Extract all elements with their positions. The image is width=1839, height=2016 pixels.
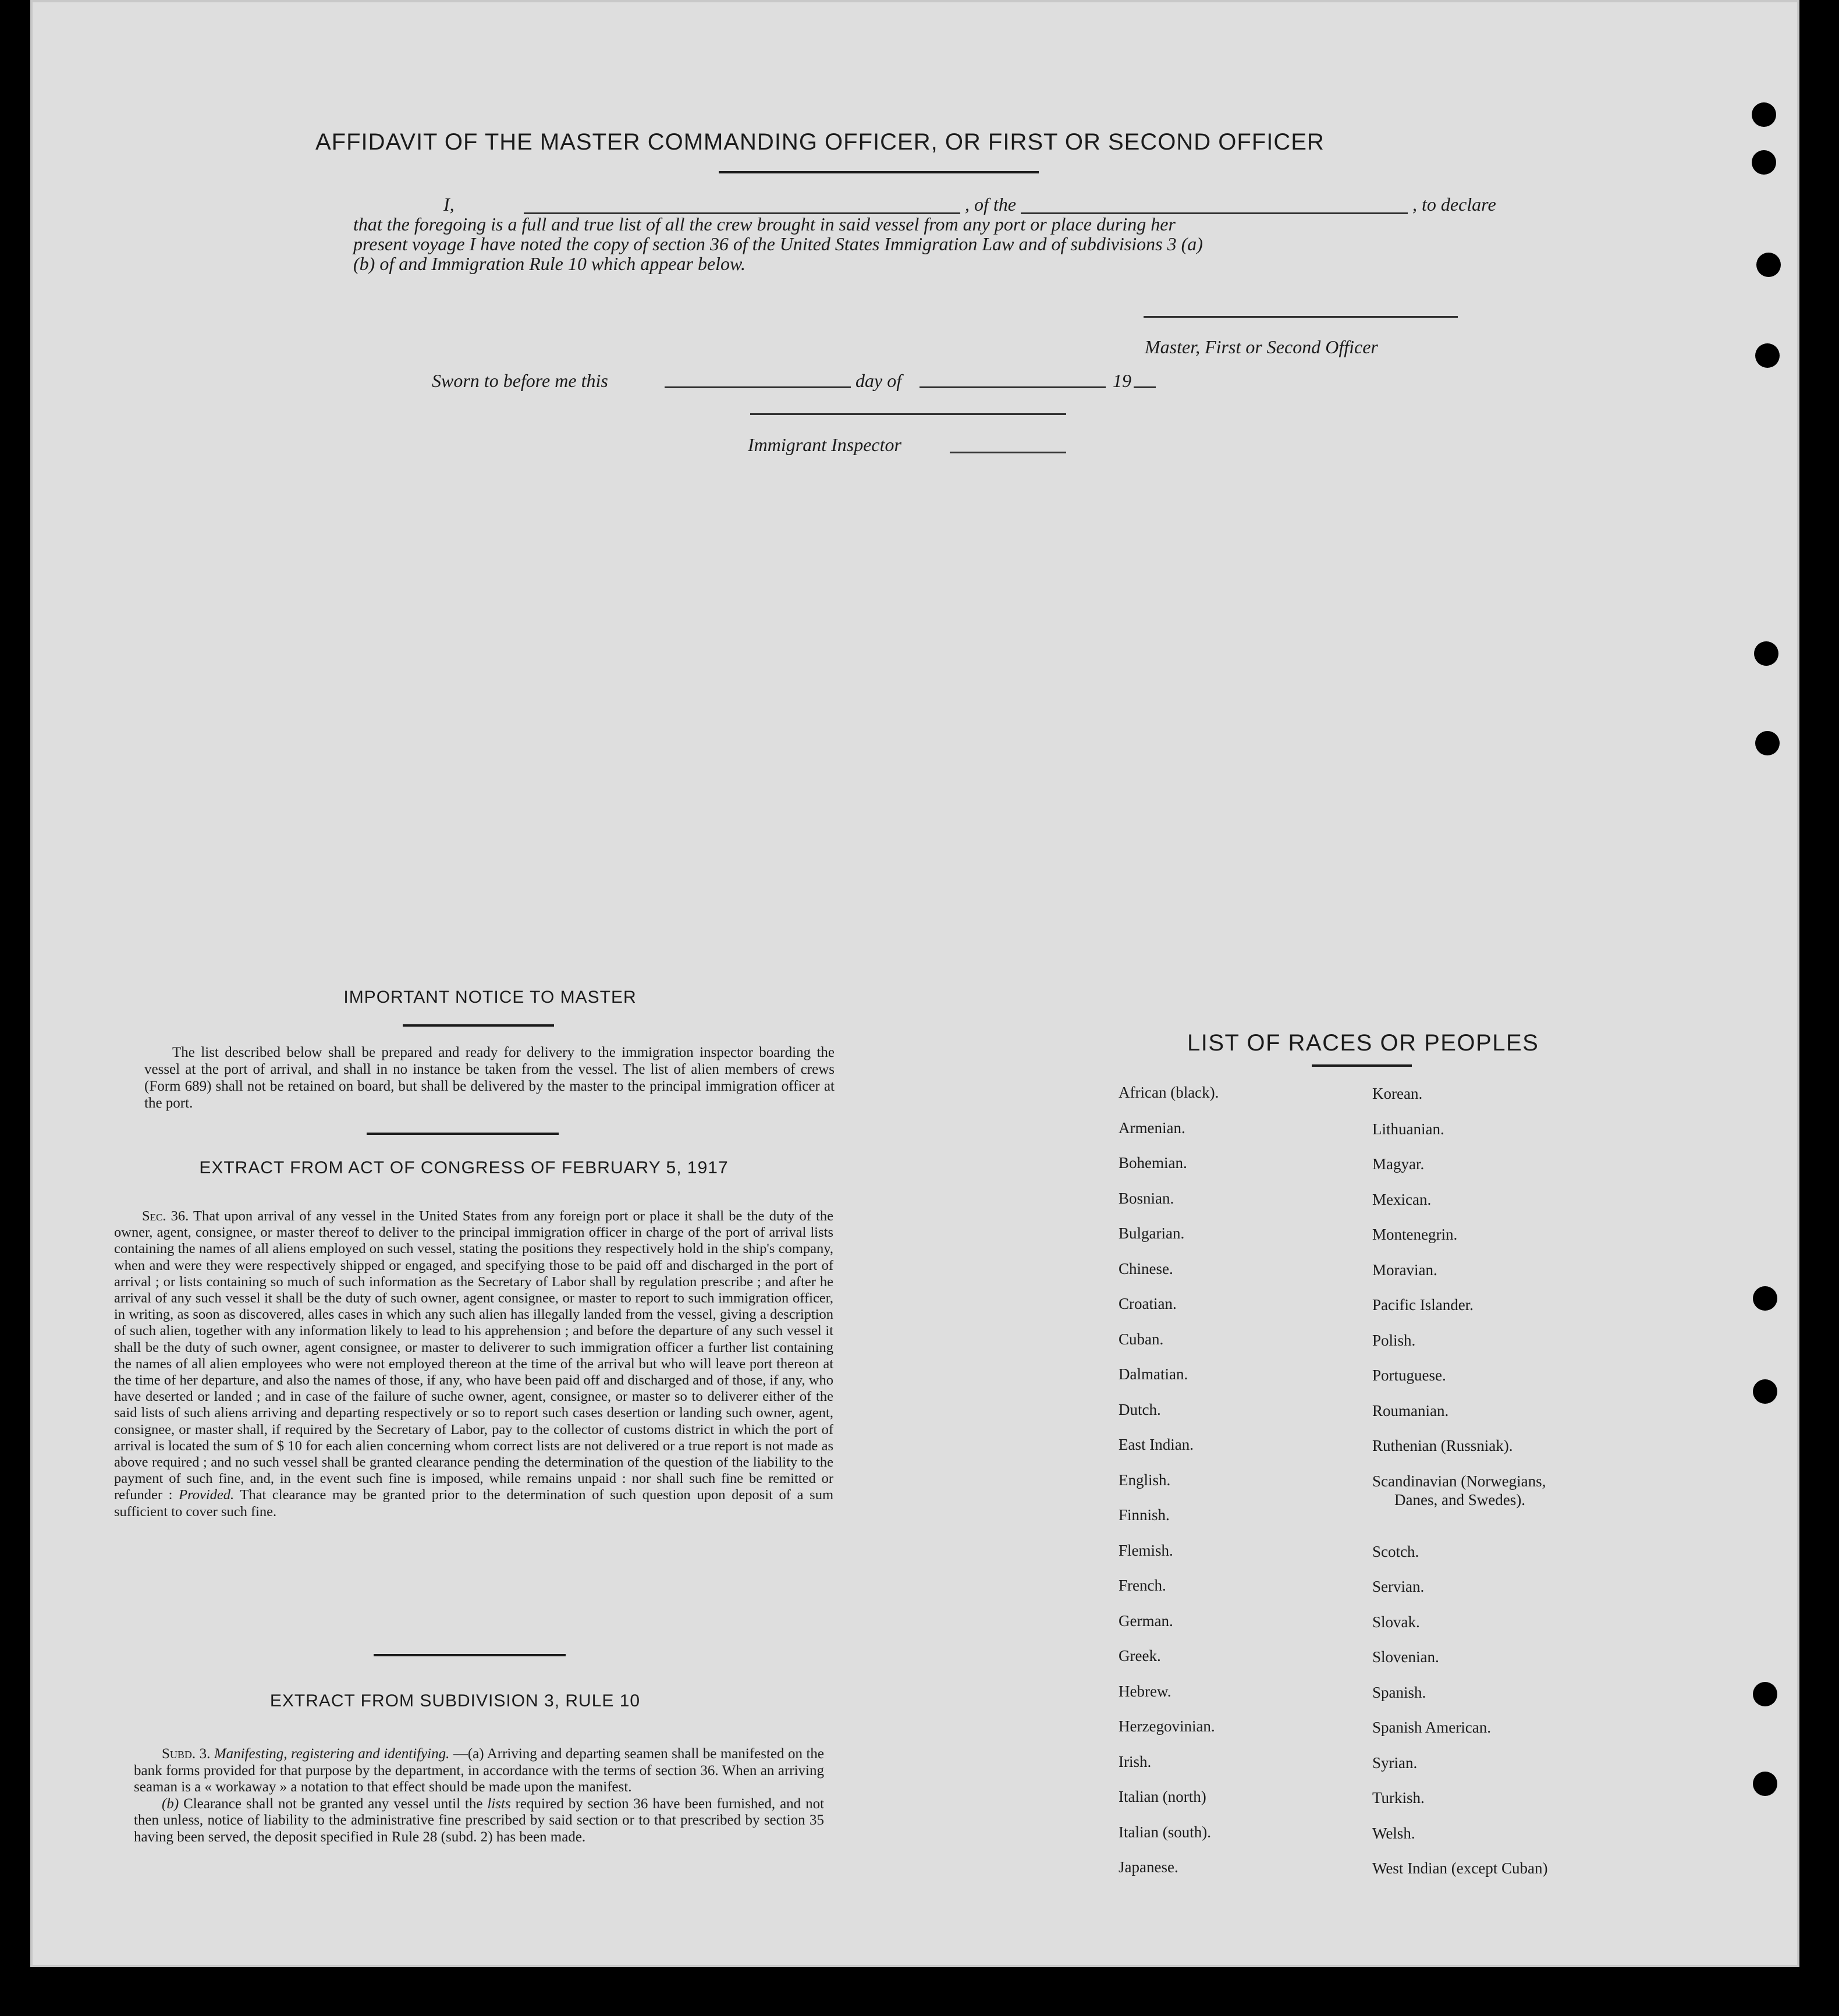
race-item: Spanish. [1372, 1683, 1426, 1701]
race-item: Polish. [1372, 1331, 1416, 1349]
race-item: Scotch. [1372, 1542, 1419, 1560]
race-item: Herzegovinian. [1119, 1717, 1215, 1735]
race-item: Korean. [1372, 1085, 1423, 1102]
year-label: 19 [1113, 370, 1131, 391]
act-proviso: Provided. [179, 1487, 235, 1503]
race-item: Ruthenian (Russniak). [1372, 1437, 1513, 1454]
inspector-trailing-line [950, 452, 1066, 453]
race-item: West Indian (except Cuban) [1372, 1859, 1548, 1877]
race-item: Slovak. [1372, 1613, 1420, 1631]
punch-hole-icon [1752, 102, 1776, 127]
race-item: Dalmatian. [1119, 1365, 1188, 1383]
affidavit-line-1 [353, 194, 1494, 214]
inspector-caption: Immigrant Inspector [748, 434, 901, 455]
sworn-date-blank[interactable] [665, 386, 851, 388]
races-title-underline [1312, 1064, 1412, 1067]
para-b-text-2: required by section 36 have been furnished, and not then unless, notice of liability to the administrative fine prescribed by said section or to that prescribed by section 35 having been served, the deposit specified in Rule 28 (subd. 2) has been made. [134, 1795, 825, 1845]
race-item: Flemish. [1119, 1541, 1173, 1559]
race-item: Bulgarian. [1119, 1224, 1185, 1242]
race-item: French. [1119, 1577, 1166, 1594]
punch-hole-icon [1754, 641, 1778, 666]
act-extract-text [114, 1208, 833, 1520]
notice-title: IMPORTANT NOTICE TO MASTER [343, 988, 637, 1007]
affidavit-to-declare: , to declare [1412, 194, 1496, 215]
race-item: Italian (south). [1119, 1823, 1211, 1841]
race-item: Bohemian. [1119, 1154, 1187, 1172]
race-item: Cuban. [1119, 1330, 1164, 1348]
race-item: Slovenian. [1372, 1648, 1439, 1666]
act-extract-bottom-rule [374, 1654, 566, 1656]
race-item: Spanish American. [1372, 1719, 1491, 1736]
affidavit-title-underline [719, 171, 1039, 173]
para-b-lists: lists [487, 1795, 511, 1812]
subd-label: Subd. 3. [162, 1746, 211, 1762]
race-item: Magyar. [1372, 1155, 1425, 1173]
vessel-name-blank[interactable] [1021, 197, 1408, 214]
race-item: Servian. [1372, 1578, 1425, 1595]
punch-hole-icon [1753, 1772, 1777, 1796]
race-item: Danes, and Swedes). [1394, 1490, 1525, 1509]
affidavit-title: AFFIDAVIT OF THE MASTER COMMANDING OFFICER, OR FIRST OR SECOND OFFICER [315, 129, 1325, 155]
form-page [30, 0, 1799, 1967]
race-item: Montenegrin. [1372, 1226, 1458, 1243]
sworn-label: Sworn to before me this [432, 370, 608, 391]
race-item: Moravian. [1372, 1261, 1437, 1279]
race-item: Armenian. [1119, 1119, 1185, 1137]
subdivision-para-b [134, 1796, 824, 1846]
act-text-main: That upon arrival of any vessel in the United States from any foreign port or place it shall be the duty of the owner, agent, consignee, or master thereof to deliver to the principal immigration officer in charge of the port of arrival lists containing the names of all aliens employed on such vessel, stating the positions they respectively hold in the ship's company, when and were they were respectively shipped or engaged, and specifying those to be paid off and discharged in the port of arrival ; or lists containing so much of such information as the Secretary of Labor shall by regulation prescribe ; and after he arrival of any such vessel it shall be the duty of such owner, agent consignee, or master to report to such immigration officer, in writing, as soon as discovered, alles cases in which any such alien has illegally landed from the vessel, giving a description of such alien, together with any information likely to lead to his apprehension ; and before the departure of any such vessel it shall be the duty of such owner, agent consignee, or master to deliverer to such immigration officer a further list containing the names of all alien employees who were not employed thereon at the time of the arrival but who will leave port thereon at the time of her departure, and also the names of those, if any, who have been paid off and discharged and of those, if any, who have deserted or landed ; and in case of the failure of suche owner, agent, consignee, or master so to deliverer either of the said lists of such aliens arriving and departing respectively or so to report such cases desertion or landing such owner, agent, consignee, or master shall, if required by the Secretary of Labor, pay to the collector of customs district in which the port of arrival is located the sum of $ 10 for each alien concerning whom correct lists are not delivered or a true report is not made as above required ; and no such vessel shall be granted clearance pending the determination of the question of the liability to the payment of such fine, and, in the event such fine is imposed, while remains unpaid : nor shall such fine be remitted or refunder : [114, 1208, 833, 1503]
punch-hole-icon [1755, 343, 1780, 368]
punch-hole-icon [1753, 1286, 1777, 1311]
act-text-end: That clearance may be granted prior to the determination of such question upon deposit of a sum sufficient to cover such fine. [114, 1487, 833, 1520]
affidavit-of-the: , of the [965, 194, 1016, 215]
race-item: Lithuanian. [1372, 1120, 1444, 1138]
punch-hole-icon [1756, 253, 1781, 277]
race-item: Syrian. [1372, 1754, 1418, 1772]
sworn-year-blank[interactable] [1134, 386, 1156, 388]
race-item: Hebrew. [1119, 1682, 1171, 1700]
race-item: Turkish. [1372, 1789, 1425, 1806]
race-item: Croatian. [1119, 1295, 1177, 1312]
affidavit-line-4: (b) of and Immigration Rule 10 which appear below. [353, 253, 745, 274]
para-a-text: Arriving and departing seamen shall be manifested on the bank forms provided for that purpose by the department, in accordance with the terms of section 36. When an arriving seaman is a « workaway » a notation to that effect should be made upon the manifest. [134, 1746, 825, 1795]
affidavit-line-2: that the foregoing is a full and true list of all the crew brought in said vessel from any port or place during her [353, 214, 1176, 235]
punch-hole-icon [1753, 1682, 1777, 1706]
para-b-label: (b) [162, 1795, 179, 1812]
race-item: Italian (north) [1119, 1788, 1206, 1805]
race-item: German. [1119, 1612, 1173, 1630]
affidavit-i: I, [443, 194, 455, 215]
para-b-text-1: Clearance shall not be granted any vessel until the [183, 1795, 483, 1812]
subdivision-text [134, 1746, 824, 1845]
subdivision-title: EXTRACT FROM SUBDIVISION 3, RULE 10 [269, 1691, 641, 1710]
officer-name-blank[interactable] [524, 197, 960, 214]
race-item: Welsh. [1372, 1824, 1415, 1842]
notice-bottom-rule [367, 1133, 559, 1135]
master-signature-line[interactable] [1144, 316, 1458, 318]
punch-hole-icon [1755, 731, 1780, 755]
sworn-month-blank[interactable] [920, 386, 1106, 388]
race-item: English. [1119, 1471, 1171, 1489]
notice-text: The list described below shall be prepared and ready for delivery to the immigration inspector boarding the vessel at the port of arrival, and shall in no instance be taken from the vessel. The list of alien members of crews (Form 689) shall not be retained on board, but shall be delivered by the master to the principal immigration officer at the port. [144, 1045, 835, 1111]
notice-title-underline [403, 1024, 554, 1027]
race-item: East Indian. [1119, 1436, 1194, 1453]
race-item: African (black). [1119, 1084, 1219, 1101]
race-item: Finnish. [1119, 1506, 1170, 1524]
race-item: Japanese. [1119, 1858, 1178, 1876]
race-item: Bosnian. [1119, 1189, 1174, 1207]
race-item: Roumanian. [1372, 1401, 1449, 1419]
inspector-signature-line[interactable] [750, 413, 1066, 415]
subdivision-para-a [134, 1746, 824, 1796]
punch-hole-icon [1752, 150, 1776, 175]
race-item: Pacific Islander. [1372, 1296, 1474, 1314]
punch-hole-icon [1753, 1379, 1777, 1404]
subd-heading: Manifesting, registering and identifying. [214, 1746, 450, 1762]
race-item: Irish. [1119, 1752, 1152, 1770]
master-caption: Master, First or Second Officer [1145, 336, 1378, 357]
race-item: Scandinavian (Norwegians, [1372, 1472, 1546, 1490]
affidavit-line-3: present voyage I have noted the copy of section 36 of the United States Immigration Law and of subdivisions 3 (a) [353, 233, 1203, 254]
affidavit-body [353, 194, 1494, 274]
race-item: Dutch. [1119, 1400, 1161, 1418]
race-item: Chinese. [1119, 1259, 1173, 1277]
section-label: Sec. 36. [142, 1208, 189, 1224]
day-of-label: day of [855, 370, 902, 391]
act-extract-title: EXTRACT FROM ACT OF CONGRESS OF FEBRUARY 5, 1917 [199, 1158, 729, 1177]
races-title: LIST OF RACES OR PEOPLES [1187, 1030, 1539, 1056]
race-item: Mexican. [1372, 1190, 1432, 1208]
race-item: Greek. [1119, 1647, 1161, 1664]
races-right-column [1372, 1085, 1652, 1895]
para-a-label: —(a) [453, 1746, 484, 1762]
races-left-column [1119, 1084, 1398, 1894]
race-item: Portuguese. [1372, 1367, 1446, 1384]
